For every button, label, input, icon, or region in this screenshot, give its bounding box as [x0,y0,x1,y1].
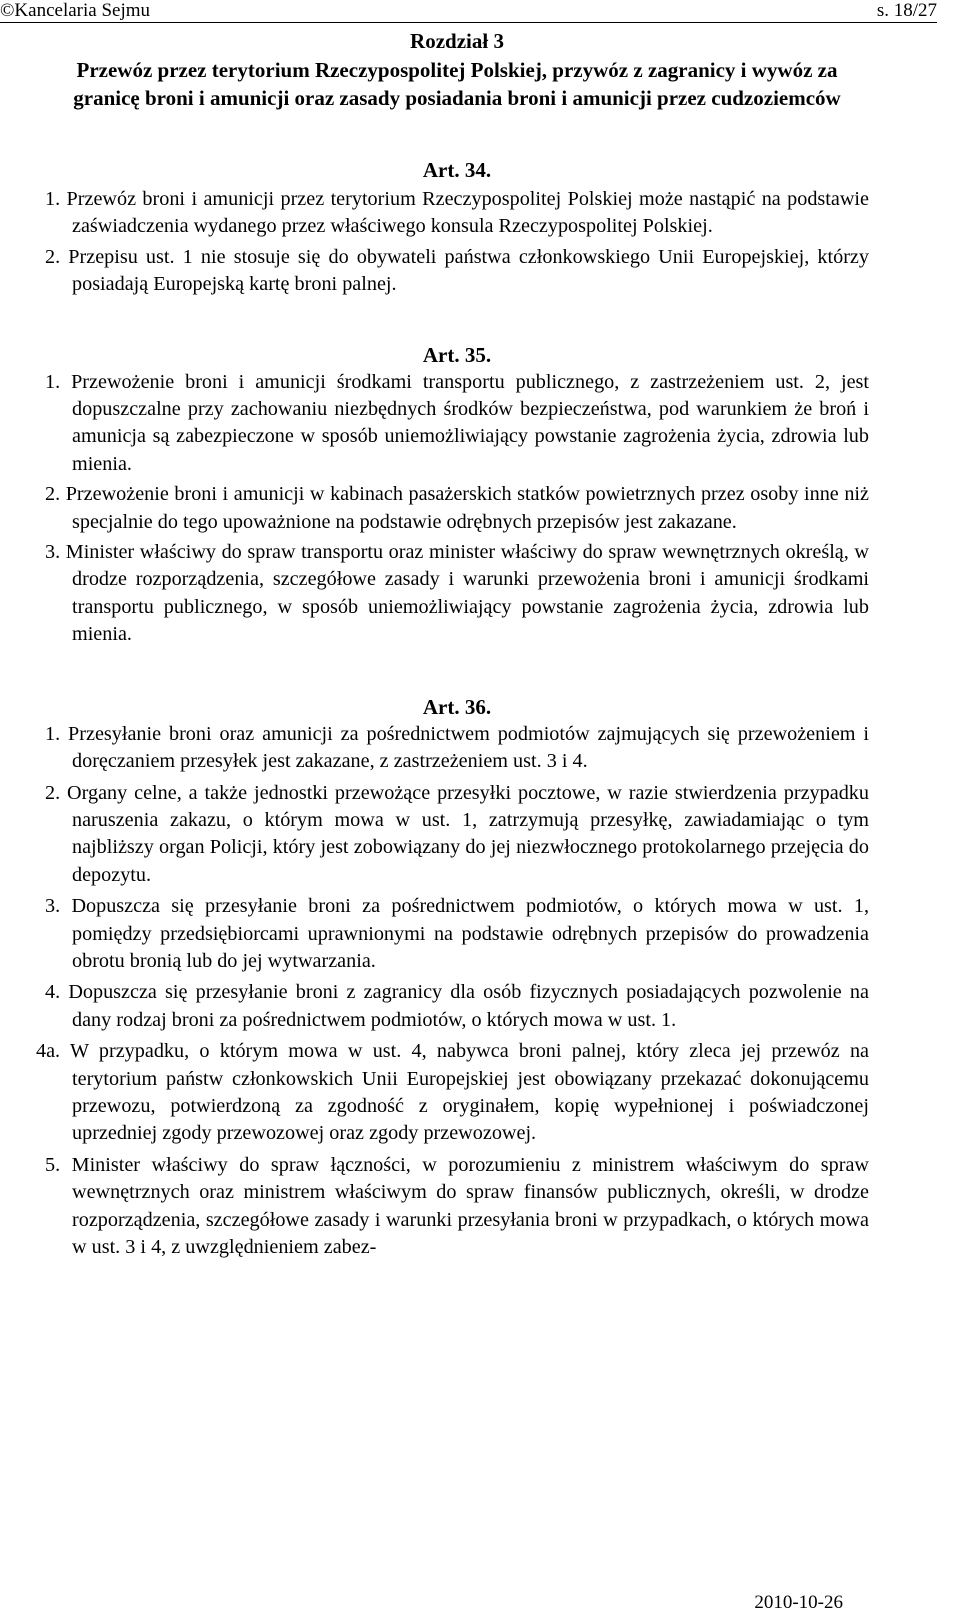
article-35 [45,341,869,649]
spacer [45,112,869,156]
article-paragraph: 3. Dopuszcza się przesyłanie broni za pośrednictwem podmiotów, o których mowa w ust. 1, pomiędzy przedsiębiorcami uprawnionymi na podstawie odrębnych przepisów do prowadzenia obrotu bronią lub do jej wytwarzania. [45,895,869,972]
article-paragraph: 1. Przewożenie broni i amunicji środkami transportu publicznego, z zastrzeżeniem ust. 2, jest dopuszczalne przy zachowaniu niezbędnych środków bezpieczeństwa, pod warunkiem że broń i amunicja są zabezpieczone w sposób uniemożliwiający powstanie zagrożenia życia, zdrowia lub mienia. [45,370,869,475]
header-page-number: s. 18/27 [876,0,937,21]
chapter-title: Rozdział 3 [410,29,504,53]
article-paragraph: 4a. W przypadku, o którym mowa w ust. 4, nabywca broni palnej, który zleca jej przewóz na terytorium państw członkowskich Unii Europejskiej jest obowiązany przekazać dokonującemu przewozu, potwierdzoną za zgodność z oryginałem, kopię wypełnionej i poświadczonej uprzedniej zgody przewozowej oraz zgody przewozowej. [36,1040,869,1145]
spacer [45,649,869,693]
article-heading: Art. 35. [422,342,492,367]
document-body [36,28,869,1261]
article-paragraph: 4. Dopuszcza się przesyłanie broni z zagranicy dla osób fizycznych posiadających pozwolenie na dany rodzaj broni za pośrednictwem podmiotów, o których mowa w ust. 1. [45,981,869,1031]
article-paragraph: 2. Organy celne, a także jednostki przewożące przesyłki pocztowe, w razie stwierdzenia przypadku naruszenia zakazu, o którym mowa w ust. 1, zatrzymują przesyłkę, zawiadamiając o tym najbliższy organ Policji, który jest zobowiązany do jej niezwłocznego protokolarnego przejęcia do depozytu. [45,781,869,886]
article-34 [45,156,869,299]
article-heading: Art. 34. [422,158,492,182]
article-paragraph: 5. Minister właściwy do spraw łączności, w porozumieniu z ministrem właściwym do spraw wewnętrznych oraz ministrem właściwym do spraw finansów publicznych, określi, w drodze rozporządzenia, szczegółowe zasady i warunki przesyłania broni w przypadkach, o których mowa w ust. 3 i 4, z uwzględnieniem zabez- [45,1153,869,1258]
footer-date: 2010-10-26 [754,1592,843,1613]
article-paragraph: 3. Minister właściwy do spraw transportu oraz minister właściwy do spraw wewnętrznych określą, w drodze rozporządzenia, szczegółowe zasady i warunki przewożenia broni i amunicji środkami transportu publicznego, w sposób uniemożliwiający powstanie zagrożenia życia, zdrowia lub mienia. [45,541,869,646]
header-rule [0,22,937,23]
spacer [45,299,869,341]
article-heading: Art. 36. [422,694,492,719]
article-paragraph: 2. Przewożenie broni i amunicji w kabinach pasażerskich statków powietrznych przez osoby inne niż specjalnie do tego upoważnione na podstawie odrębnych przepisów jest zakazane. [45,483,869,533]
article-paragraph: 2. Przepisu ust. 1 nie stosuje się do obywateli państwa członkowskiego Unii Europejskiej, którzy posiadają Europejską kartę broni palnej. [45,245,869,296]
article-paragraph: 1. Przewóz broni i amunicji przez terytorium Rzeczypospolitej Polskiej może nastąpić na podstawie zaświadczenia wydanego przez właściwego konsula Rzeczypospolitej Polskiej. [45,188,869,238]
header-source: ©Kancelaria Sejmu [0,0,151,21]
article-paragraph: 1. Przesyłanie broni oraz amunicji za pośrednictwem podmiotów zajmujących się przewożeniem i doręczaniem przesyłek jest zakazane, z zastrzeżeniem ust. 3 i 4. [45,722,869,773]
article-36 [36,693,869,1262]
page-header [0,0,960,24]
chapter-subtitle: Przewóz przez terytorium Rzeczypospolitej Polskiej, przywóz z zagranicy i wywóz za granicę broni i amunicji oraz zasady posiadania broni i amunicji przez cudzoziemców [73,58,841,110]
